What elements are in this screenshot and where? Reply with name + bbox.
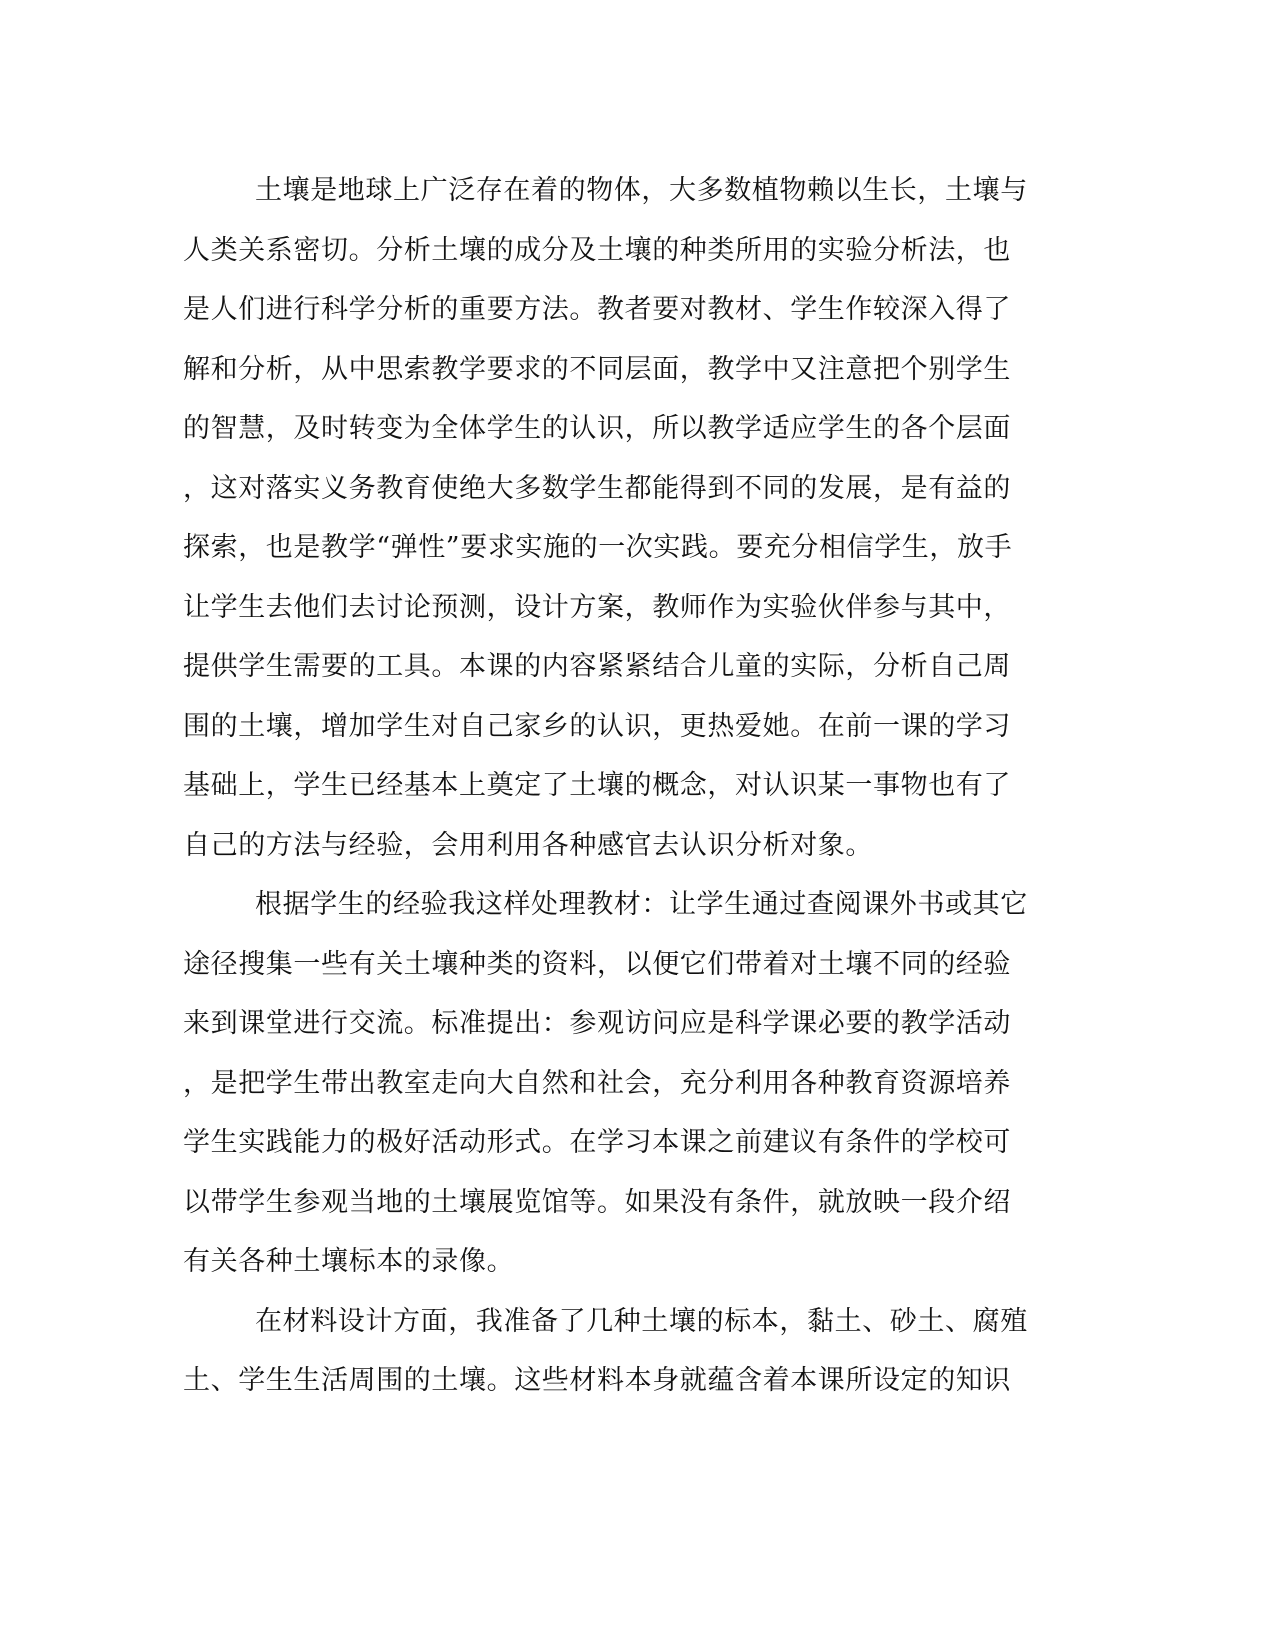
- text-line: 自己的方法与经验，会用利用各种感官去认识分析对象。: [183, 829, 873, 861]
- paragraph-1: [183, 161, 1043, 875]
- text-line: 土壤是地球上广泛存在着的物体，大多数植物赖以生长，土壤与: [255, 175, 1028, 206]
- text-line: 探索，也是教学“弹性”要求实施的一次实践。要充分相信学生，放手: [183, 532, 1013, 563]
- text-line: 围的土壤，增加学生对自己家乡的认识，更热爱她。在前一课的学习: [183, 710, 1011, 742]
- text-line: 的智慧，及时转变为全体学生的认识，所以教学适应学生的各个层面: [183, 413, 1011, 444]
- text-line: 解和分析，从中思索教学要求的不同层面，教学中又注意把个别学生: [183, 353, 1011, 385]
- text-line: 土、学生生活周围的土壤。这些材料本身就蕴含着本课所设定的知识: [183, 1365, 1011, 1396]
- document-body: [183, 161, 1043, 1411]
- text-line: ，这对落实义务教育使绝大多数学生都能得到不同的发展，是有益的: [183, 472, 1011, 504]
- text-line: 是人们进行科学分析的重要方法。教者要对教材、学生作较深入得了: [183, 294, 1011, 325]
- text-line: 有关各种土壤标本的录像。: [183, 1246, 515, 1277]
- text-line: 学生实践能力的极好活动形式。在学习本课之前建议有条件的学校可: [183, 1127, 1011, 1158]
- text-line: 来到课堂进行交流。标准提出：参观访问应是科学课必要的教学活动: [183, 1008, 1011, 1039]
- text-line: 基础上，学生已经基本上奠定了土壤的概念，对认识某一事物也有了: [183, 770, 1011, 801]
- text-line: ，是把学生带出教室走向大自然和社会，充分利用各种教育资源培养: [183, 1067, 1011, 1099]
- text-line: 让学生去他们去讨论预测，设计方案，教师作为实验伙伴参与其中，: [183, 591, 1011, 623]
- text-line: 在材料设计方面，我准备了几种土壤的标本，黏土、砂土、腐殖: [255, 1305, 1028, 1337]
- text-line: 途径搜集一些有关土壤种类的资料，以便它们带着对土壤不同的经验: [183, 948, 1011, 980]
- text-line: 提供学生需要的工具。本课的内容紧紧结合儿童的实际，分析自己周: [183, 651, 1011, 682]
- paragraph-2: [183, 875, 1043, 1292]
- text-line: 根据学生的经验我这样处理教材：让学生通过查阅课外书或其它: [255, 889, 1028, 920]
- text-line: 以带学生参观当地的土壤展览馆等。如果没有条件，就放映一段介绍: [183, 1186, 1011, 1218]
- text-line: 人类关系密切。分析土壤的成分及土壤的种类所用的实验分析法，也: [183, 234, 1011, 266]
- paragraph-3: [183, 1292, 1043, 1411]
